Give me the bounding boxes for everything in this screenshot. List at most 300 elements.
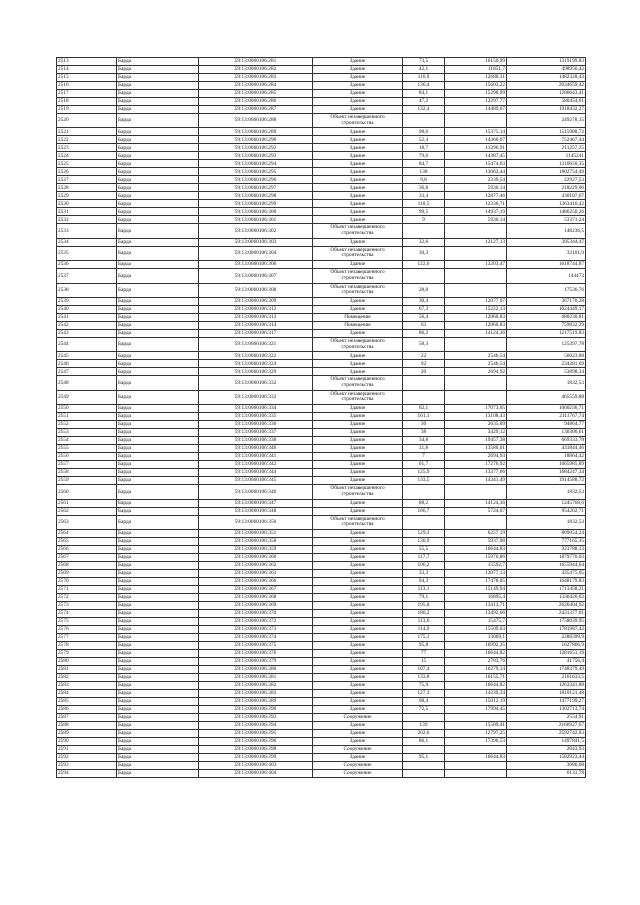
- table-row: [57, 601, 586, 609]
- area-cell: 125,9: [403, 469, 445, 477]
- row-number-cell: 2581: [57, 665, 117, 673]
- locality-cell: Барда: [117, 665, 199, 673]
- specific-value-cell: 19457,38: [445, 437, 507, 445]
- table-row: [57, 561, 586, 569]
- cadastral-number-cell: 59:13:0060106:376: [199, 649, 313, 657]
- locality-cell: Барда: [117, 114, 199, 128]
- table-row: [57, 305, 586, 313]
- table-row: [57, 461, 586, 469]
- object-type-cell: Здание: [313, 136, 403, 144]
- specific-value-cell: [445, 376, 507, 390]
- cadastral-value-cell: 923788,13: [507, 545, 586, 553]
- area-cell: 31,8: [403, 445, 445, 453]
- cadastral-value-cell: 1781987,42: [507, 625, 586, 633]
- table-row: [57, 192, 586, 200]
- area-cell: 36: [403, 421, 445, 429]
- specific-value-cell: 15298,99: [445, 90, 507, 98]
- cadastral-number-cell: 59:13:0060106:295: [199, 168, 313, 176]
- row-number-cell: 2515: [57, 74, 117, 82]
- table-row: [57, 689, 586, 697]
- cadastral-number-cell: 59:13:0060106:333: [199, 390, 313, 404]
- cadastral-number-cell: 59:13:0060106:396: [199, 737, 313, 745]
- cadastral-value-cell: 2043,93: [507, 745, 586, 753]
- cadastral-value-cell: 1618744,87: [507, 261, 586, 269]
- specific-value-cell: 16992,35: [445, 641, 507, 649]
- row-number-cell: 2542: [57, 321, 117, 329]
- area-cell: 92: [403, 360, 445, 368]
- locality-cell: Барда: [117, 537, 199, 545]
- row-number-cell: 2592: [57, 753, 117, 761]
- table-row: [57, 609, 586, 617]
- locality-cell: Барда: [117, 413, 199, 421]
- cadastral-number-cell: 59:13:0060106:370: [199, 609, 313, 617]
- cadastral-value-cell: 435475,05: [507, 569, 586, 577]
- locality-cell: Барда: [117, 697, 199, 705]
- locality-cell: Барда: [117, 128, 199, 136]
- locality-cell: Барда: [117, 208, 199, 216]
- area-cell: 127,3: [403, 689, 445, 697]
- row-number-cell: 2588: [57, 721, 117, 729]
- locality-cell: Барда: [117, 144, 199, 152]
- locality-cell: Барда: [117, 368, 199, 376]
- area-cell: 180,2: [403, 609, 445, 617]
- cadastral-number-cell: 59:13:0060106:332: [199, 376, 313, 390]
- specific-value-cell: 16644,83: [445, 753, 507, 761]
- object-type-cell: Здание: [313, 66, 403, 74]
- object-type-cell: Здание: [313, 721, 403, 729]
- row-number-cell: 2530: [57, 200, 117, 208]
- locality-cell: Барда: [117, 313, 199, 321]
- cadastral-value-cell: 1802754,49: [507, 168, 586, 176]
- cadastral-value-cell: 1832,53: [507, 485, 586, 499]
- area-cell: 116,9: [403, 74, 445, 82]
- row-number-cell: 2534: [57, 238, 117, 246]
- cadastral-number-cell: 59:13:0060106:367: [199, 585, 313, 593]
- locality-cell: Барда: [117, 761, 199, 769]
- area-cell: [403, 269, 445, 283]
- locality-cell: Барда: [117, 297, 199, 305]
- specific-value-cell: 14124,36: [445, 499, 507, 507]
- locality-cell: Барда: [117, 376, 199, 390]
- table-row: [57, 82, 586, 90]
- cadastral-number-cell: 59:13:0060106:336: [199, 421, 313, 429]
- row-number-cell: 2552: [57, 421, 117, 429]
- row-number-cell: 2517: [57, 90, 117, 98]
- row-number-cell: 2532: [57, 216, 117, 224]
- cadastral-value-cell: 1310650,35: [507, 160, 586, 168]
- specific-value-cell: 13069,1: [445, 633, 507, 641]
- area-cell: 77: [403, 649, 445, 657]
- cadastral-number-cell: 59:13:0060106:403: [199, 761, 313, 769]
- cadastral-number-cell: 59:13:0060106:398: [199, 745, 313, 753]
- cadastral-number-cell: 59:13:0060106:314: [199, 321, 313, 329]
- locality-cell: Барда: [117, 529, 199, 537]
- locality-cell: Барда: [117, 689, 199, 697]
- cadastral-number-cell: 59:13:0060106:299: [199, 200, 313, 208]
- locality-cell: Барда: [117, 545, 199, 553]
- specific-value-cell: 17994,45: [445, 705, 507, 713]
- cadastral-value-cell: 249278,15: [507, 114, 586, 128]
- row-number-cell: 2556: [57, 453, 117, 461]
- area-cell: 79,6: [403, 152, 445, 160]
- area-cell: 18,7: [403, 144, 445, 152]
- table-row: [57, 453, 586, 461]
- cadastral-value-cell: 1684247,34: [507, 469, 586, 477]
- cadastral-number-cell: 59:13:0060106:351: [199, 529, 313, 537]
- object-type-cell: Здание: [313, 329, 403, 337]
- specific-value-cell: [445, 745, 507, 753]
- specific-value-cell: 12797,25: [445, 729, 507, 737]
- cadastral-number-cell: 59:13:0060106:289: [199, 128, 313, 136]
- row-number-cell: 2546: [57, 360, 117, 368]
- cadastral-number-cell: 59:13:0060106:285: [199, 90, 313, 98]
- cadastral-number-cell: 59:13:0060106:321: [199, 337, 313, 351]
- cadastral-value-cell: 1217519,83: [507, 329, 586, 337]
- table-row: [57, 224, 586, 238]
- area-cell: [403, 745, 445, 753]
- cadastral-value-cell: 94864,77: [507, 421, 586, 429]
- table-row: [57, 106, 586, 114]
- object-type-cell: Здание: [313, 192, 403, 200]
- cadastral-number-cell: 59:13:0060106:382: [199, 681, 313, 689]
- specific-value-cell: [445, 224, 507, 238]
- object-type-cell: Здание: [313, 208, 403, 216]
- table-row: [57, 537, 586, 545]
- row-number-cell: 2536: [57, 261, 117, 269]
- object-type-cell: Сооружение: [313, 769, 403, 777]
- cadastral-value-cell: 2034659,42: [507, 82, 586, 90]
- locality-cell: Барда: [117, 713, 199, 721]
- cadastral-value-cell: 1918432,27: [507, 106, 586, 114]
- locality-cell: Барда: [117, 136, 199, 144]
- area-cell: 58,3: [403, 337, 445, 351]
- specific-value-cell: 17478,05: [445, 577, 507, 585]
- area-cell: 56,4: [403, 313, 445, 321]
- locality-cell: Барда: [117, 617, 199, 625]
- cadastral-number-cell: 59:13:0060106:350: [199, 515, 313, 529]
- cadastral-number-cell: 59:13:0060106:338: [199, 437, 313, 445]
- object-type-cell: Здание: [313, 577, 403, 585]
- table-row: [57, 152, 586, 160]
- specific-value-cell: 17276,92: [445, 461, 507, 469]
- specific-value-cell: [445, 337, 507, 351]
- area-cell: 129,3: [403, 529, 445, 537]
- table-row: [57, 469, 586, 477]
- locality-cell: Барда: [117, 269, 199, 283]
- object-type-cell: Объект незавершенного строительства: [313, 376, 403, 390]
- table-row: [57, 90, 586, 98]
- locality-cell: Барда: [117, 421, 199, 429]
- area-cell: 136,4: [403, 82, 445, 90]
- cadastral-value-cell: 144473: [507, 269, 586, 283]
- object-type-cell: Здание: [313, 445, 403, 453]
- object-type-cell: Здание: [313, 176, 403, 184]
- cadastral-number-cell: 59:13:0060106:347: [199, 499, 313, 507]
- specific-value-cell: 15474,03: [445, 160, 507, 168]
- object-type-cell: Объект незавершенного строительства: [313, 515, 403, 529]
- object-type-cell: Здание: [313, 689, 403, 697]
- cadastral-value-cell: 1627866,9: [507, 641, 586, 649]
- row-number-cell: 2571: [57, 585, 117, 593]
- row-number-cell: 2572: [57, 593, 117, 601]
- cadastral-number-cell: 59:13:0060106:379: [199, 657, 313, 665]
- specific-value-cell: 12060,83: [445, 321, 507, 329]
- locality-cell: Барда: [117, 168, 199, 176]
- row-number-cell: 2541: [57, 313, 117, 321]
- object-type-cell: Здание: [313, 625, 403, 633]
- area-cell: 7: [403, 453, 445, 461]
- cadastral-value-cell: 1145241: [507, 152, 586, 160]
- row-number-cell: 2537: [57, 269, 117, 283]
- row-number-cell: 2527: [57, 176, 117, 184]
- cadastral-value-cell: 2431377,01: [507, 609, 586, 617]
- cadastral-value-cell: 1879770,03: [507, 553, 586, 561]
- specific-value-cell: 2635,09: [445, 421, 507, 429]
- object-type-cell: Объект незавершенного строительства: [313, 224, 403, 238]
- object-type-cell: Здание: [313, 184, 403, 192]
- locality-cell: Барда: [117, 246, 199, 260]
- specific-value-cell: 5937,08: [445, 537, 507, 545]
- specific-value-cell: 15149,94: [445, 585, 507, 593]
- object-type-cell: Здание: [313, 429, 403, 437]
- locality-cell: Барда: [117, 657, 199, 665]
- specific-value-cell: 5930,14: [445, 184, 507, 192]
- cadastral-number-cell: 59:13:0060106:380: [199, 665, 313, 673]
- object-type-cell: Здание: [313, 352, 403, 360]
- row-number-cell: 2550: [57, 405, 117, 413]
- specific-value-cell: [445, 246, 507, 260]
- area-cell: 9,8: [403, 176, 445, 184]
- object-type-cell: Здание: [313, 261, 403, 269]
- area-cell: 114,9: [403, 625, 445, 633]
- area-cell: 95,8: [403, 641, 445, 649]
- locality-cell: Барда: [117, 390, 199, 404]
- object-type-cell: Здание: [313, 461, 403, 469]
- cadastral-number-cell: 59:13:0060106:346: [199, 485, 313, 499]
- row-number-cell: 2564: [57, 529, 117, 537]
- table-row: [57, 625, 586, 633]
- cadastral-value-cell: 1482328,43: [507, 74, 586, 82]
- locality-cell: Барда: [117, 176, 199, 184]
- row-number-cell: 2538: [57, 283, 117, 297]
- area-cell: 33,4: [403, 192, 445, 200]
- row-number-cell: 2562: [57, 507, 117, 515]
- object-type-cell: Здание: [313, 697, 403, 705]
- specific-value-cell: 16150,99: [445, 58, 507, 66]
- table-body: [57, 58, 586, 778]
- area-cell: 113,1: [403, 585, 445, 593]
- cadastral-value-cell: 125397,78: [507, 337, 586, 351]
- table-row: [57, 437, 586, 445]
- locality-cell: Барда: [117, 329, 199, 337]
- cadastral-number-cell: 59:13:0060106:329: [199, 368, 313, 376]
- table-row: [57, 721, 586, 729]
- cadastral-number-cell: 59:13:0060106:345: [199, 477, 313, 485]
- object-type-cell: Здание: [313, 593, 403, 601]
- cadastral-number-cell: 59:13:0060106:297: [199, 184, 313, 192]
- area-cell: 33,3: [403, 569, 445, 577]
- cadastral-value-cell: 41756,4: [507, 657, 586, 665]
- area-cell: 62,1: [403, 405, 445, 413]
- area-cell: 99,5: [403, 208, 445, 216]
- cadastral-number-cell: 59:13:0060106:368: [199, 593, 313, 601]
- cadastral-number-cell: 59:13:0060106:302: [199, 224, 313, 238]
- area-cell: 72,5: [403, 705, 445, 713]
- row-number-cell: 2513: [57, 58, 117, 66]
- locality-cell: Барда: [117, 74, 199, 82]
- table-row: [57, 58, 586, 66]
- locality-cell: Барда: [117, 593, 199, 601]
- row-number-cell: 2559: [57, 477, 117, 485]
- table-row: [57, 429, 586, 437]
- object-type-cell: Здание: [313, 360, 403, 368]
- specific-value-cell: 12297,77: [445, 98, 507, 106]
- locality-cell: Барда: [117, 745, 199, 753]
- cadastral-number-cell: 59:13:0060106:337: [199, 429, 313, 437]
- specific-value-cell: [445, 713, 507, 721]
- area-cell: 38: [403, 429, 445, 437]
- cadastral-value-cell: 669333,78: [507, 437, 586, 445]
- specific-value-cell: 16279,14: [445, 665, 507, 673]
- cadastral-value-cell: 2626404,92: [507, 601, 586, 609]
- table-row: [57, 713, 586, 721]
- cadastral-value-cell: 1302713,74: [507, 705, 586, 713]
- table-row: [57, 313, 586, 321]
- object-type-cell: Здание: [313, 58, 403, 66]
- locality-cell: Барда: [117, 507, 199, 515]
- locality-cell: Барда: [117, 673, 199, 681]
- area-cell: [403, 769, 445, 777]
- table-row: [57, 321, 586, 329]
- row-number-cell: 2518: [57, 98, 117, 106]
- cadastral-number-cell: 59:13:0060106:306: [199, 261, 313, 269]
- cadastral-number-cell: 59:13:0060106:340: [199, 445, 313, 453]
- locality-cell: Барда: [117, 216, 199, 224]
- area-cell: 47,2: [403, 98, 445, 106]
- cadastral-number-cell: 59:13:0060106:389: [199, 697, 313, 705]
- object-type-cell: Объект незавершенного строительства: [313, 283, 403, 297]
- object-type-cell: Здание: [313, 633, 403, 641]
- object-type-cell: Здание: [313, 90, 403, 98]
- object-type-cell: Здание: [313, 561, 403, 569]
- table-row: [57, 649, 586, 657]
- table-row: [57, 745, 586, 753]
- table-row: [57, 160, 586, 168]
- row-number-cell: 2554: [57, 437, 117, 445]
- locality-cell: Барда: [117, 152, 199, 160]
- object-type-cell: Здание: [313, 529, 403, 537]
- area-cell: 75,9: [403, 681, 445, 689]
- locality-cell: Барда: [117, 352, 199, 360]
- locality-cell: Барда: [117, 192, 199, 200]
- cadastral-number-cell: 59:13:0060106:358: [199, 537, 313, 545]
- table-row: [57, 617, 586, 625]
- object-type-cell: Здание: [313, 106, 403, 114]
- object-type-cell: Объект незавершенного строительства: [313, 114, 403, 128]
- specific-value-cell: 2783,76: [445, 657, 507, 665]
- object-type-cell: Здание: [313, 665, 403, 673]
- specific-value-cell: 5930,14: [445, 216, 507, 224]
- locality-cell: Барда: [117, 461, 199, 469]
- row-number-cell: 2578: [57, 641, 117, 649]
- specific-value-cell: 15222,13: [445, 305, 507, 313]
- specific-value-cell: 14124,36: [445, 329, 507, 337]
- specific-value-cell: 13063,44: [445, 168, 507, 176]
- object-type-cell: Здание: [313, 98, 403, 106]
- specific-value-cell: 15970,86: [445, 553, 507, 561]
- row-number-cell: 2575: [57, 617, 117, 625]
- row-number-cell: 2555: [57, 445, 117, 453]
- specific-value-cell: 13492,66: [445, 609, 507, 617]
- row-number-cell: 2579: [57, 649, 117, 657]
- cadastral-number-cell: 59:13:0060106:317: [199, 329, 313, 337]
- object-type-cell: Здание: [313, 421, 403, 429]
- table-row: [57, 569, 586, 577]
- cadastral-number-cell: 59:13:0060106:322: [199, 352, 313, 360]
- table-row: [57, 238, 586, 246]
- object-type-cell: Помещение: [313, 321, 403, 329]
- specific-value-cell: [445, 269, 507, 283]
- row-number-cell: 2521: [57, 128, 117, 136]
- area-cell: 84,1: [403, 90, 445, 98]
- row-number-cell: 2553: [57, 429, 117, 437]
- locality-cell: Барда: [117, 649, 199, 657]
- area-cell: 32,6: [403, 238, 445, 246]
- specific-value-cell: [445, 515, 507, 529]
- cadastral-value-cell: 2111767,74: [507, 413, 586, 421]
- table-row: [57, 297, 586, 305]
- cadastral-number-cell: 59:13:0060106:394: [199, 721, 313, 729]
- object-type-cell: Здание: [313, 74, 403, 82]
- object-type-cell: Объект незавершенного строительства: [313, 269, 403, 283]
- cadastral-number-cell: 59:13:0060106:334: [199, 405, 313, 413]
- row-number-cell: 2528: [57, 184, 117, 192]
- area-cell: [403, 713, 445, 721]
- specific-value-cell: 14489,67: [445, 106, 507, 114]
- cadastral-value-cell: 1065985,89: [507, 461, 586, 469]
- specific-value-cell: 13077,13: [445, 569, 507, 577]
- cadastral-value-cell: 1486250,26: [507, 208, 586, 216]
- cadastral-value-cell: 1245768,6: [507, 499, 586, 507]
- object-type-cell: Здание: [313, 144, 403, 152]
- locality-cell: Барда: [117, 515, 199, 529]
- area-cell: 9: [403, 216, 445, 224]
- area-cell: 15: [403, 657, 445, 665]
- row-number-cell: 2529: [57, 192, 117, 200]
- object-type-cell: Здание: [313, 705, 403, 713]
- locality-cell: Барда: [117, 585, 199, 593]
- row-number-cell: 2523: [57, 144, 117, 152]
- table-row: [57, 507, 586, 515]
- cadastral-value-cell: 130306,61: [507, 429, 586, 437]
- cadastral-number-cell: 59:13:0060106:366: [199, 577, 313, 585]
- row-number-cell: 2577: [57, 633, 117, 641]
- table-row: [57, 98, 586, 106]
- table-row: [57, 485, 586, 499]
- locality-cell: Барда: [117, 337, 199, 351]
- table-row: [57, 673, 586, 681]
- locality-cell: Барда: [117, 601, 199, 609]
- cadastral-number-cell: 59:13:0060106:290: [199, 136, 313, 144]
- specific-value-cell: 16644,82: [445, 681, 507, 689]
- area-cell: 106,2: [403, 561, 445, 569]
- area-cell: 86,1: [403, 737, 445, 745]
- table-row: [57, 445, 586, 453]
- locality-cell: Барда: [117, 405, 199, 413]
- object-type-cell: Здание: [313, 641, 403, 649]
- cadastral-number-cell: 59:13:0060106:374: [199, 633, 313, 641]
- specific-value-cell: 15603,22: [445, 82, 507, 90]
